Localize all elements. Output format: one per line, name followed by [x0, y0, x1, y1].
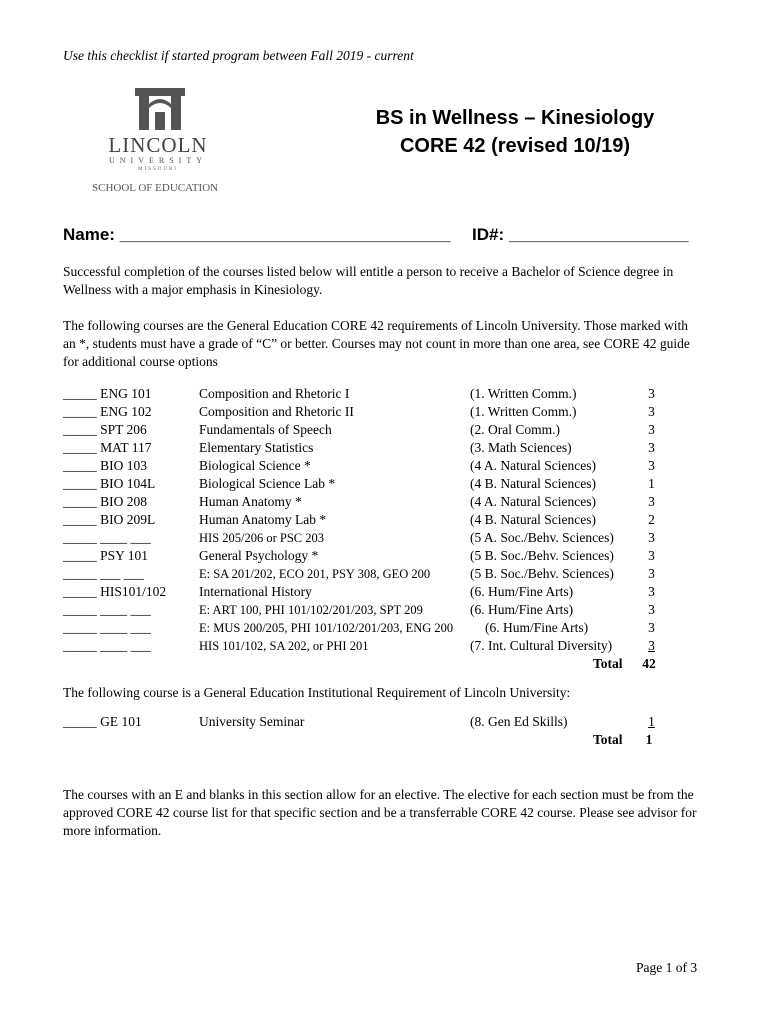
course-area: (6. Hum/Fine Arts): [470, 584, 574, 599]
table-row: [63, 475, 663, 493]
course-title: Fundamentals of Speech: [199, 422, 332, 437]
course-credits: 3: [648, 422, 655, 437]
course-area: (5 A. Soc./Behv. Sciences): [470, 530, 614, 545]
course-area: (1. Written Comm.): [470, 386, 577, 401]
core-course-table: [63, 385, 663, 673]
course-code[interactable]: _____ BIO 104L: [63, 476, 156, 491]
table-row: [63, 511, 663, 529]
table-row: [63, 493, 663, 511]
course-title: University Seminar: [199, 714, 305, 729]
course-area: (6. Hum/Fine Arts): [485, 620, 589, 635]
course-area: (5 B. Soc./Behv. Sciences): [470, 566, 614, 581]
course-credits: 3: [648, 566, 655, 581]
course-area: (4 A. Natural Sciences): [470, 494, 596, 509]
table-row: [63, 547, 663, 565]
core-total-row: [63, 655, 663, 673]
course-code[interactable]: _____ ____ ___: [63, 602, 151, 617]
course-title: Composition and Rhetoric I: [199, 386, 350, 401]
elective-paragraph: The courses with an E and blanks in this section allow for an elective. The elective for each section must be from the approved CORE 42 course list for that specific section and be a transferrable CORE 42 course. Please see advisor for more information.: [63, 787, 697, 838]
course-area: (8. Gen Ed Skills): [470, 714, 568, 729]
core42-paragraph: The following courses are the General Education CORE 42 requirements of Lincoln University. Those marked with an *, students must have a grade of “C” or better. Courses may not count in more than one area, see CORE 42 guide for additional course options: [63, 318, 690, 369]
course-credits: 3: [648, 638, 655, 653]
course-area: (4 B. Natural Sciences): [470, 476, 596, 491]
institutional-paragraph: The following course is a General Education Institutional Requirement of Lincoln University:: [63, 685, 571, 700]
course-title: Human Anatomy Lab *: [199, 512, 327, 527]
course-area: (5 B. Soc./Behv. Sciences): [470, 548, 614, 563]
course-credits: 1: [648, 476, 655, 491]
course-code[interactable]: _____ BIO 208: [63, 494, 147, 509]
name-field[interactable]: Name: ___________________________________: [63, 225, 451, 244]
table-row: [63, 565, 663, 583]
course-code[interactable]: _____ ____ ___: [63, 620, 151, 635]
course-area: (6. Hum/Fine Arts): [470, 602, 574, 617]
course-title: Human Anatomy *: [199, 494, 302, 509]
course-code[interactable]: _____ ENG 102: [63, 404, 152, 419]
course-credits: 3: [648, 404, 655, 419]
course-code[interactable]: _____ MAT 117: [63, 440, 152, 455]
school-name: SCHOOL OF EDUCATION: [92, 182, 219, 194]
table-row: [63, 529, 663, 547]
course-code[interactable]: _____ ____ ___: [63, 638, 151, 653]
course-credits: 3: [648, 602, 655, 617]
course-code[interactable]: _____ HIS101/102: [63, 584, 167, 599]
course-area: (4 B. Natural Sciences): [470, 512, 596, 527]
course-code[interactable]: _____ ___ ___: [63, 566, 144, 581]
core-total-label: Total: [593, 656, 623, 671]
course-credits: 3: [648, 494, 655, 509]
course-code[interactable]: _____ BIO 209L: [63, 512, 156, 527]
table-row: [63, 637, 663, 655]
table-row: [63, 403, 663, 421]
course-area: (7. Int. Cultural Diversity): [470, 638, 613, 653]
course-credits: 1: [648, 714, 655, 729]
course-title: International History: [199, 584, 312, 599]
table-row: [63, 619, 663, 637]
id-field[interactable]: ID#: ___________________: [472, 225, 689, 244]
course-title: Elementary Statistics: [199, 440, 314, 455]
course-code[interactable]: _____ ENG 101: [63, 386, 152, 401]
course-area: (4 A. Natural Sciences): [470, 458, 596, 473]
ge-total-label: Total: [593, 732, 623, 747]
logo-wordmark: LINCOLN: [108, 133, 208, 157]
course-credits: 3: [648, 458, 655, 473]
course-title: Biological Science Lab *: [199, 476, 336, 491]
logo-state: MISSOURI: [138, 167, 178, 172]
course-credits: 3: [648, 440, 655, 455]
course-title: E: SA 201/202, ECO 201, PSY 308, GEO 200: [199, 567, 431, 581]
course-credits: 3: [648, 620, 655, 635]
course-credits: 3: [648, 386, 655, 401]
course-title: E: MUS 200/205, PHI 101/102/201/203, ENG 200: [199, 621, 454, 635]
page-number: Page 1 of 3: [636, 960, 698, 975]
course-title: Biological Science *: [199, 458, 311, 473]
table-row: [63, 421, 663, 439]
course-credits: 3: [648, 584, 655, 599]
course-area: (3. Math Sciences): [470, 440, 572, 455]
course-area: (1. Written Comm.): [470, 404, 577, 419]
table-row: [63, 713, 663, 731]
course-credits: 2: [648, 512, 655, 527]
course-title: E: ART 100, PHI 101/102/201/203, SPT 209: [199, 603, 423, 617]
table-row: [63, 457, 663, 475]
course-area: (2. Oral Comm.): [470, 422, 560, 437]
table-row: [63, 583, 663, 601]
page-title: BS in Wellness – Kinesiology: [375, 107, 655, 129]
ge-total-value: 1: [645, 732, 653, 747]
course-title: Composition and Rhetoric II: [199, 404, 354, 419]
program-note: Use this checklist if started program between Fall 2019 - current: [63, 48, 414, 63]
course-credits: 3: [648, 530, 655, 545]
course-code[interactable]: _____ PSY 101: [63, 548, 149, 563]
course-title: General Psychology *: [199, 548, 319, 563]
ge-course-table: [63, 713, 663, 749]
logo-university: UNIVERSITY: [109, 156, 207, 165]
table-row: [63, 601, 663, 619]
ge-total-row: [63, 731, 663, 749]
page-subtitle: CORE 42 (revised 10/19): [399, 135, 631, 157]
course-code[interactable]: _____ BIO 103: [63, 458, 147, 473]
course-code[interactable]: _____ GE 101: [63, 714, 142, 729]
core-total-value: 42: [642, 656, 656, 671]
course-title: HIS 101/102, SA 202, or PHI 201: [199, 639, 369, 653]
course-code[interactable]: _____ SPT 206: [63, 422, 147, 437]
course-credits: 3: [648, 548, 655, 563]
course-title: HIS 205/206 or PSC 203: [199, 531, 325, 545]
course-code[interactable]: _____ ____ ___: [63, 530, 151, 545]
table-row: [63, 385, 663, 403]
table-row: [63, 439, 663, 457]
intro-paragraph: Successful completion of the courses listed below will entitle a person to receive a Bachelor of Science degree in Wellness with a major emphasis in Kinesiology.: [63, 264, 674, 297]
